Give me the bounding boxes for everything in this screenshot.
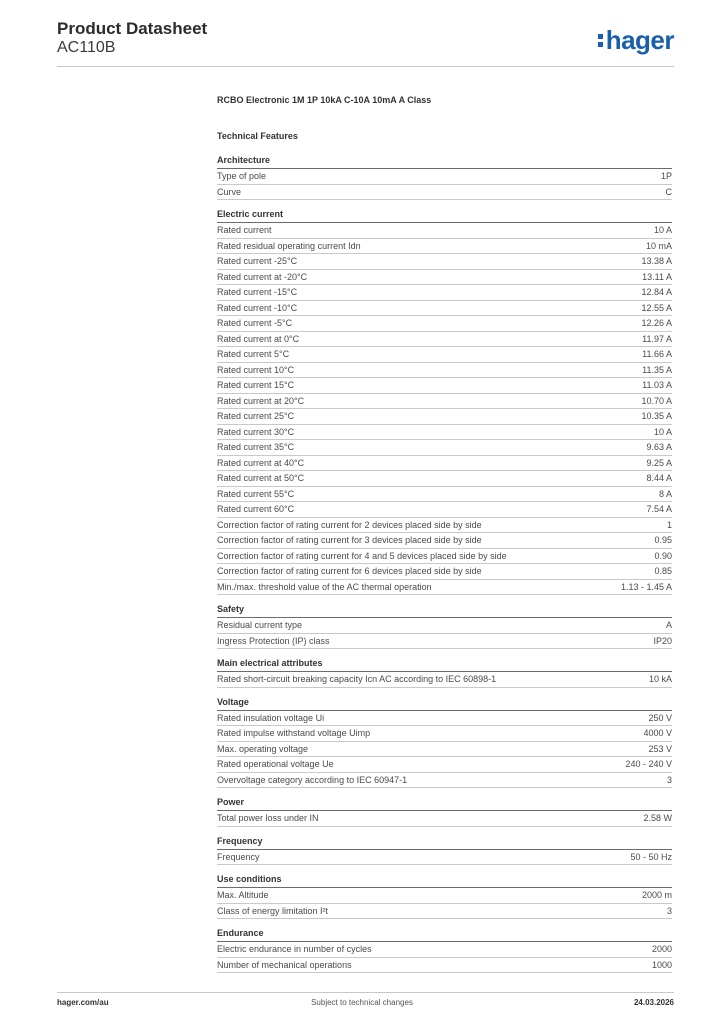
- datasheet-content: [217, 90, 672, 973]
- section-title: Power: [217, 794, 672, 811]
- spec-value: 3: [666, 774, 672, 785]
- spec-row: [217, 518, 672, 534]
- spec-row: [217, 254, 672, 270]
- spec-row: [217, 316, 672, 332]
- section-title: Main electrical attributes: [217, 655, 672, 672]
- section-frequency: [217, 833, 672, 866]
- section-main-electrical-attributes: [217, 655, 672, 688]
- spec-label: Rated current -25°C: [217, 256, 298, 266]
- section-safety: [217, 601, 672, 649]
- spec-label: Overvoltage category according to IEC 60947-1: [217, 774, 408, 785]
- spec-row: [217, 239, 672, 255]
- spec-value: 10 mA: [645, 240, 672, 251]
- section-title: Endurance: [217, 925, 672, 942]
- spec-row: [217, 634, 672, 650]
- spec-value: 9.25 A: [646, 457, 672, 468]
- spec-row: [217, 456, 672, 472]
- spec-value: 1: [666, 519, 672, 530]
- hager-logo: [598, 27, 674, 53]
- spec-row: [217, 440, 672, 456]
- spec-label: Ingress Protection (IP) class: [217, 635, 330, 646]
- footer-date: 24.03.2026: [633, 998, 674, 1007]
- spec-label: Rated current at 0°C: [217, 333, 300, 344]
- spec-label: Rated current 25°C: [217, 411, 295, 421]
- spec-row: [217, 711, 672, 727]
- spec-value: IP20: [653, 635, 672, 646]
- spec-value: A: [665, 620, 672, 630]
- spec-label: Rated current: [217, 225, 272, 235]
- spec-row: [217, 773, 672, 789]
- spec-value: 3: [666, 905, 672, 916]
- spec-value: 8 A: [658, 488, 672, 499]
- spec-label: Class of energy limitation I²t: [217, 905, 329, 916]
- footer-website[interactable]: hager.com/au: [57, 998, 109, 1007]
- footer-divider: [57, 992, 674, 993]
- spec-value: 2.58 W: [643, 813, 672, 823]
- spec-label: Rated current at 40°C: [217, 457, 305, 468]
- section-endurance: [217, 925, 672, 973]
- section-use-conditions: [217, 871, 672, 919]
- spec-row: [217, 757, 672, 773]
- spec-label: Max. Altitude: [217, 890, 269, 900]
- spec-label: Min./max. threshold value of the AC thermal operation: [217, 581, 432, 592]
- spec-value: 0.85: [654, 566, 672, 576]
- spec-row: [217, 425, 672, 441]
- spec-value: 11.66 A: [642, 349, 672, 359]
- section-voltage: [217, 694, 672, 789]
- header-divider: [57, 66, 674, 67]
- footer-note: Subject to technical changes: [311, 998, 413, 1007]
- spec-label: Correction factor of rating current for 4 and 5 devices placed side by side: [217, 550, 507, 561]
- spec-row: [217, 618, 672, 634]
- spec-row: [217, 564, 672, 580]
- spec-row: [217, 347, 672, 363]
- spec-label: Max. operating voltage: [217, 743, 309, 754]
- spec-label: Rated current at -20°C: [217, 271, 308, 282]
- spec-label: Rated current at 50°C: [217, 473, 305, 483]
- spec-value: 10.70 A: [641, 395, 672, 406]
- spec-row: [217, 409, 672, 425]
- spec-row: [217, 502, 672, 518]
- spec-row: [217, 169, 672, 185]
- spec-value: 253 V: [648, 743, 672, 754]
- section-title: Electric current: [217, 206, 672, 223]
- section-title: Use conditions: [217, 871, 672, 888]
- spec-label: Rated current -5°C: [217, 318, 293, 328]
- spec-row: [217, 672, 672, 688]
- spec-value: 8.44 A: [646, 473, 672, 483]
- section-title: Architecture: [217, 152, 672, 169]
- spec-label: Rated current -10°C: [217, 302, 298, 313]
- spec-value: 1000: [651, 959, 672, 970]
- spec-row: [217, 487, 672, 503]
- features-title: Technical Features: [217, 131, 298, 141]
- spec-value: 1.13 - 1.45 A: [620, 581, 672, 592]
- spec-value: 10.35 A: [641, 411, 672, 421]
- feature-sections: [217, 152, 672, 973]
- logo-mark-icon: [598, 34, 603, 47]
- spec-value: 12.26 A: [641, 318, 672, 328]
- spec-value: 10 A: [653, 225, 672, 235]
- spec-label: Rated current 10°C: [217, 364, 295, 375]
- spec-label: Correction factor of rating current for 3 devices placed side by side: [217, 535, 482, 545]
- spec-value: 2000 m: [641, 890, 672, 900]
- spec-row: [217, 301, 672, 317]
- spec-row: [217, 363, 672, 379]
- spec-label: Rated current 5°C: [217, 349, 290, 359]
- spec-value: 1P: [660, 171, 672, 181]
- spec-label: Rated operational voltage Ue: [217, 759, 334, 769]
- spec-value: 0.95: [654, 535, 672, 545]
- spec-label: Rated current 55°C: [217, 488, 295, 499]
- spec-value: 2000: [651, 944, 672, 954]
- spec-value: 12.84 A: [641, 287, 672, 297]
- spec-value: 10 kA: [648, 674, 672, 684]
- spec-value: 11.35 A: [642, 364, 672, 375]
- spec-value: 13.11 A: [642, 271, 672, 282]
- section-architecture: [217, 152, 672, 200]
- product-code: AC110B: [57, 39, 116, 56]
- spec-label: Residual current type: [217, 620, 303, 630]
- page-title: Product Datasheet: [57, 19, 208, 38]
- section-electric-current: [217, 206, 672, 595]
- spec-label: Rated current 60°C: [217, 504, 295, 514]
- spec-label: Total power loss under IN: [217, 813, 319, 823]
- spec-label: Frequency: [217, 851, 260, 862]
- spec-row: [217, 332, 672, 348]
- spec-label: Correction factor of rating current for 6 devices placed side by side: [217, 566, 482, 576]
- spec-row: [217, 471, 672, 487]
- spec-row: [217, 888, 672, 904]
- spec-label: Rated current -15°C: [217, 287, 298, 297]
- spec-value: 50 - 50 Hz: [630, 851, 672, 862]
- spec-row: [217, 533, 672, 549]
- spec-label: Rated impulse withstand voltage Uimp: [217, 728, 371, 738]
- spec-value: 7.54 A: [646, 504, 672, 514]
- spec-label: Curve: [217, 186, 242, 197]
- spec-value: 13.38 A: [641, 256, 672, 266]
- spec-value: 0.90: [654, 550, 672, 561]
- spec-row: [217, 580, 672, 596]
- spec-label: Rated current 35°C: [217, 442, 295, 452]
- spec-row: [217, 958, 672, 974]
- spec-row: [217, 850, 672, 866]
- spec-row: [217, 223, 672, 239]
- spec-row: [217, 726, 672, 742]
- spec-label: Number of mechanical operations: [217, 959, 352, 970]
- spec-label: Rated residual operating current Idn: [217, 240, 361, 251]
- spec-value: 9.63 A: [646, 442, 672, 452]
- spec-row: [217, 270, 672, 286]
- spec-label: Correction factor of rating current for 2 devices placed side by side: [217, 519, 482, 530]
- spec-label: Rated current at 20°C: [217, 395, 305, 406]
- spec-row: [217, 185, 672, 201]
- spec-value: 250 V: [648, 712, 672, 723]
- section-title: Frequency: [217, 833, 672, 850]
- spec-row: [217, 942, 672, 958]
- spec-row: [217, 904, 672, 920]
- spec-row: [217, 378, 672, 394]
- section-title: Voltage: [217, 694, 672, 711]
- spec-value: 11.97 A: [642, 333, 672, 344]
- spec-row: [217, 811, 672, 827]
- spec-label: Rated current 30°C: [217, 426, 295, 437]
- section-power: [217, 794, 672, 827]
- spec-label: Rated current 15°C: [217, 380, 295, 390]
- spec-value: 4000 V: [643, 728, 672, 738]
- spec-value: 11.03 A: [642, 380, 672, 390]
- spec-value: 12.55 A: [641, 302, 672, 313]
- spec-value: 240 - 240 V: [625, 759, 672, 769]
- spec-value: C: [665, 186, 672, 197]
- section-title: Safety: [217, 601, 672, 618]
- spec-row: [217, 742, 672, 758]
- spec-label: Rated short-circuit breaking capacity Icn AC according to IEC 60898-1: [217, 674, 497, 684]
- product-title: RCBO Electronic 1M 1P 10kA C-10A 10mA A Class: [217, 95, 432, 105]
- spec-label: Electric endurance in number of cycles: [217, 944, 372, 954]
- spec-row: [217, 549, 672, 565]
- spec-value: 10 A: [653, 426, 672, 437]
- spec-row: [217, 394, 672, 410]
- spec-label: Rated insulation voltage Ui: [217, 712, 325, 723]
- logo-text: hager: [605, 25, 674, 55]
- spec-label: Type of pole: [217, 171, 267, 181]
- spec-row: [217, 285, 672, 301]
